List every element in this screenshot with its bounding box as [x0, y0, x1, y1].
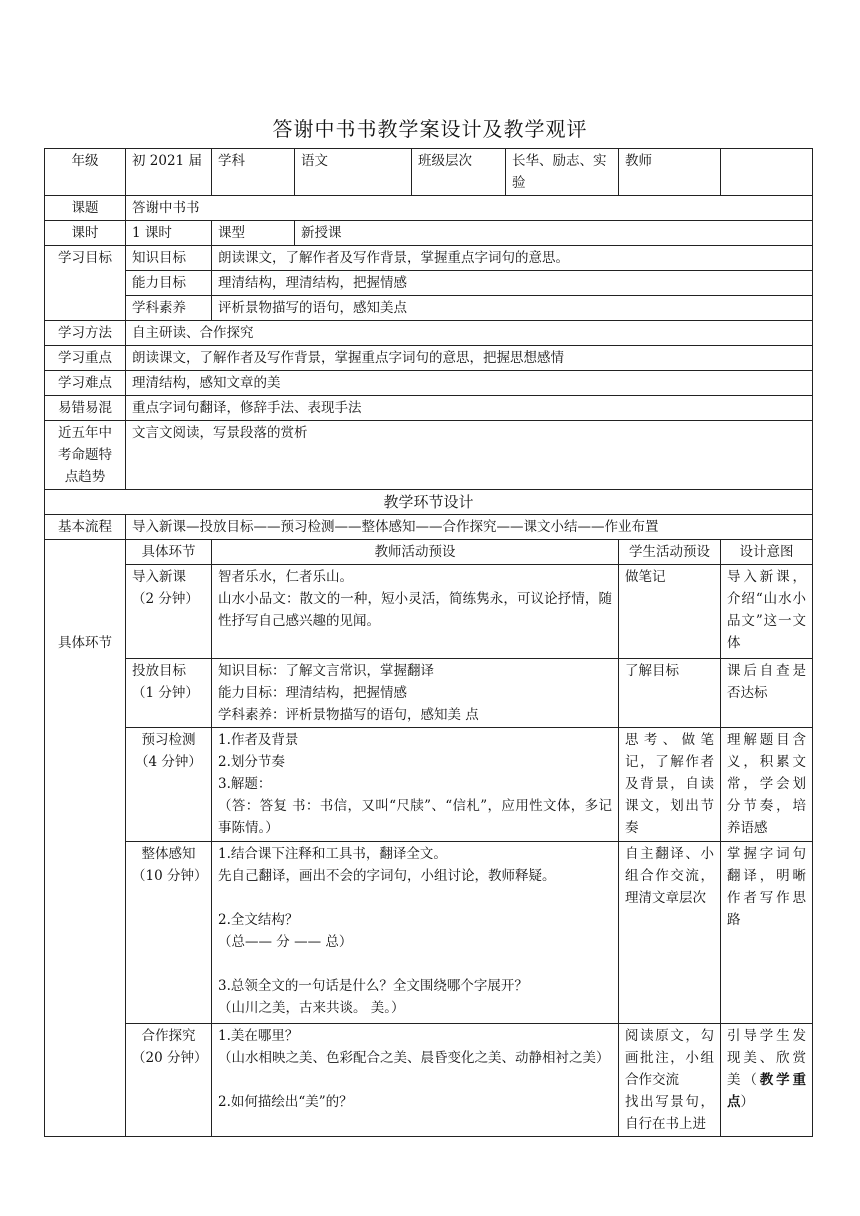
- design-intent: 导入新课，介绍“山水小品文”这一文体: [721, 565, 813, 659]
- student-activity-line: 找出写景句，自行在书上进: [625, 1094, 714, 1132]
- teacher-activity-line: 3.总领全文的一句话是什么？全文围绕哪个字展开？: [218, 978, 528, 994]
- teacher-activity: [212, 1024, 619, 1137]
- teacher-activity-line: 能力目标：理清结构，把握情感: [218, 685, 407, 701]
- difficulty-row: [45, 371, 813, 396]
- design-intent-tail: ）: [740, 1094, 754, 1110]
- teacher-activity: [212, 842, 619, 1024]
- step-name-cell: [126, 1024, 212, 1137]
- teacher-activity-line: 智者乐水，仁者乐山。: [218, 569, 353, 585]
- teacher-activity-line: 2.划分节奏: [218, 754, 285, 770]
- step-name: 投放目标: [132, 663, 186, 679]
- step-time: （4 分钟）: [135, 754, 202, 770]
- step-name-cell: [126, 842, 212, 1024]
- period-label: 课时: [45, 221, 126, 246]
- key-point-value: 朗读课文，了解作者及写作背景，掌握重点字词句的意思，把握思想感情: [126, 346, 813, 371]
- step-name-cell: [126, 659, 212, 728]
- teacher-label: 教师: [619, 149, 721, 196]
- method-value: 自主研读、合作探究: [126, 321, 813, 346]
- teacher-activity-spacer: [218, 1069, 612, 1091]
- teacher-activity-line: 知识目标：了解文言常识，掌握翻译: [218, 663, 434, 679]
- step-time: （1 分钟）: [132, 685, 199, 701]
- student-activity: 自主翻译、小组合作交流，理清文章层次: [619, 842, 721, 1024]
- goal-text: 评析景物描写的语句，感知美点: [212, 296, 813, 321]
- teacher-activity-spacer: [218, 887, 612, 909]
- flow-label: 基本流程: [45, 515, 126, 540]
- method-label: 学习方法: [45, 321, 126, 346]
- steps-label: 具体环节: [45, 540, 126, 1137]
- lesson-type-label: 课型: [212, 221, 295, 246]
- step-name: 合作探究: [141, 1028, 196, 1044]
- topic-value: 答谢中书书: [126, 196, 813, 221]
- steps-header-row: [45, 540, 813, 565]
- grade-label: 年级: [45, 149, 126, 196]
- topic-row: [45, 196, 813, 221]
- exam-trend-label-line: 考命题特: [58, 447, 112, 463]
- goal-text: 朗读课文，了解作者及写作背景，掌握重点字词句的意思。: [212, 246, 813, 271]
- grade-row: [45, 149, 813, 196]
- teacher-activity-spacer: [218, 953, 612, 975]
- student-activity: 思考、做笔记，了解作者及背景，自读课文，划出节奏: [619, 728, 721, 842]
- design-heading-row: [45, 490, 813, 515]
- goal-name: 能力目标: [126, 271, 212, 296]
- class-level-label: 班级层次: [412, 149, 506, 196]
- step-row: [45, 565, 813, 659]
- teacher-activity-line: （山川之美，古来共谈。 美。）: [218, 1000, 405, 1016]
- exam-trend-row: [45, 421, 813, 490]
- step-name: 整体感知: [141, 846, 196, 862]
- teacher-activity-line: 1.结合课下注释和工具书，翻译全文。: [218, 846, 447, 862]
- goal-row: [45, 271, 813, 296]
- teacher-activity: [212, 728, 619, 842]
- student-activity: [619, 1024, 721, 1137]
- grade-value: 初 2021 届: [126, 149, 212, 196]
- exam-trend-label-line: 近五年中: [58, 425, 112, 441]
- teacher-activity-line: 山水小品文：散文的一种，短小灵活，简练隽永，可议论抒情，随性抒写自己感兴趣的见闻。: [218, 591, 612, 629]
- teacher-activity-line: 1.作者及背景: [218, 732, 299, 748]
- period-row: [45, 221, 813, 246]
- goals-label: 学习目标: [45, 246, 126, 321]
- flow-value: 导入新课—投放目标——预习检测——整体感知——合作探究——课文小结——作业布置: [126, 515, 813, 540]
- teacher-activity-line: （总—— 分 —— 总）: [218, 934, 353, 950]
- teacher-activity: [212, 565, 619, 659]
- step-time: （20 分钟）: [132, 1050, 208, 1066]
- exam-trend-value: 文言文阅读，写景段落的赏析: [126, 421, 813, 490]
- design-heading: 教学环节设计: [45, 490, 813, 515]
- difficulty-label: 学习难点: [45, 371, 126, 396]
- steps-header-teacher: 教师活动预设: [212, 540, 619, 565]
- flow-row: [45, 515, 813, 540]
- teacher-value: [721, 149, 813, 196]
- design-intent: 课后自查是否达标: [721, 659, 813, 728]
- step-row: [45, 659, 813, 728]
- goal-row: [45, 296, 813, 321]
- design-intent: [721, 1024, 813, 1137]
- step-row: [45, 842, 813, 1024]
- teacher-activity-line: 2.全文结构？: [218, 912, 299, 928]
- subject-value: 语文: [295, 149, 412, 196]
- subject-label: 学科: [212, 149, 295, 196]
- design-intent: 理解题目含义，积累文常，学会划分节奏，培养语感: [721, 728, 813, 842]
- mistakes-label: 易错易混: [45, 396, 126, 421]
- step-row: [45, 1024, 813, 1137]
- steps-header-student: 学生活动预设: [619, 540, 721, 565]
- step-name-cell: [126, 565, 212, 659]
- teacher-activity-line: 2.如何描绘出“美”的？: [218, 1094, 353, 1110]
- teacher-activity-line: 3.解题：: [218, 776, 272, 792]
- goal-row: [45, 246, 813, 271]
- goal-name: 知识目标: [126, 246, 212, 271]
- teacher-activity-line: （答：答复 书：书信，又叫“尺牍”、“信札”，应用性文体，多记事陈情。）: [218, 798, 612, 836]
- key-point-label: 学习重点: [45, 346, 126, 371]
- lesson-type-value: 新授课: [295, 221, 813, 246]
- teacher-activity-line: 先自己翻译，画出不会的字词句，小组讨论，教师释疑。: [218, 868, 556, 884]
- teacher-activity-line: （山水相映之美、色彩配合之美、晨昏变化之美、动静相衬之美）: [218, 1050, 610, 1066]
- student-activity: 了解目标: [619, 659, 721, 728]
- goal-name: 学科素养: [126, 296, 212, 321]
- exam-trend-label-line: 点趋势: [64, 469, 106, 485]
- page-title: 答谢中书书教学案设计及教学观评: [272, 117, 588, 141]
- student-activity-line: 阅读原文，勾画批注，小组合作交流: [625, 1028, 714, 1088]
- steps-header-intent: 设计意图: [721, 540, 813, 565]
- method-row: [45, 321, 813, 346]
- step-name-cell: [126, 728, 212, 842]
- exam-trend-label: [45, 421, 126, 490]
- step-time: （10 分钟）: [132, 868, 208, 884]
- key-point-row: [45, 346, 813, 371]
- teacher-activity: [212, 659, 619, 728]
- mistakes-row: [45, 396, 813, 421]
- design-intent-emphasis: 教学重点: [727, 1072, 806, 1110]
- design-intent-text: 引导学生发现美、欣赏美（: [727, 1028, 806, 1088]
- student-activity: 做笔记: [619, 565, 721, 659]
- period-value: 1 课时: [126, 221, 212, 246]
- goal-text: 理清结构，理清结构，把握情感: [212, 271, 813, 296]
- step-row: [45, 728, 813, 842]
- difficulty-value: 理清结构，感知文章的美: [126, 371, 813, 396]
- teacher-activity-line: 学科素养：评析景物描写的语句，感知美 点: [218, 707, 479, 723]
- design-intent: 掌握字词句翻译，明晰作者写作思路: [721, 842, 813, 1024]
- steps-header-step: 具体环节: [126, 540, 212, 565]
- class-level-value: 长华、励志、实验: [506, 149, 619, 196]
- step-time: （2 分钟）: [132, 591, 199, 607]
- lesson-plan-table: [44, 148, 813, 1137]
- mistakes-value: 重点字词句翻译，修辞手法、表现手法: [126, 396, 813, 421]
- step-name: 导入新课: [132, 569, 186, 585]
- step-name: 预习检测: [141, 732, 196, 748]
- topic-label: 课题: [45, 196, 126, 221]
- teacher-activity-line: 1.美在哪里？: [218, 1028, 299, 1044]
